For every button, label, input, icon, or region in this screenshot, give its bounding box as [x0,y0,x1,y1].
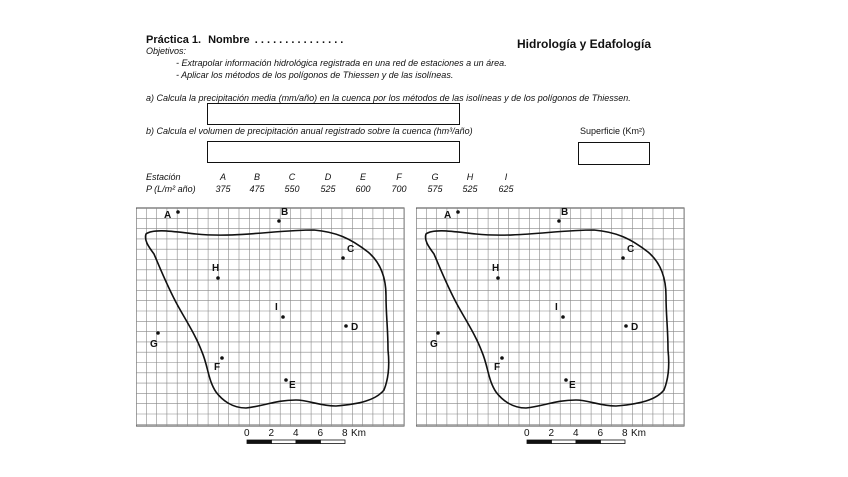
scale-segment [527,440,552,444]
station-header: C [288,172,296,182]
station-label: B [561,207,569,218]
scale-tick-label: 0 [244,428,250,439]
station-markers [430,207,638,391]
station-point [216,276,220,280]
station-point [456,210,460,214]
station-label: G [430,339,438,350]
station-value: 700 [391,184,407,194]
station-value: 550 [284,184,300,194]
name-dots: . . . . . . . . . . . . . . . [254,34,344,46]
station-point [624,324,628,328]
station-header: G [431,172,439,182]
scale-tick-label: 6 [317,428,324,439]
station-value: 525 [462,184,478,194]
scale-segment [601,440,626,444]
station-value: 600 [355,184,371,194]
station-label: H [492,263,500,274]
station-value: 475 [249,184,265,194]
scale-segment [552,440,577,444]
name-label: Nombre [208,34,250,46]
objective-1: - Extrapolar información hidrológica registrada en una red de estaciones a un área. [176,58,507,68]
station-header: E [359,172,366,182]
station-header: F [396,172,402,182]
scale-tick-label: 0 [524,428,530,439]
scale-segment [272,440,297,444]
scale-tick-label: 4 [293,428,299,439]
question-a: a) Calcula la precipitación media (mm/año) en la cuenca por los métodos de las isolíneas y de los polígonos de Thiessen. [146,93,631,103]
scale-segment [247,440,272,444]
practice-title [146,34,343,46]
objective-2: - Aplicar los métodos de los polígonos de Thiessen y de las isolíneas. [176,70,454,80]
scale-tick-label: 8 [622,428,628,439]
course-title: Hidrología y Edafología [517,37,652,51]
station-point [557,219,561,223]
station-label: I [275,302,278,313]
station-label: A [164,210,172,221]
question-b: b) Calcula el volumen de precipitación anual registrado sobre la cuenca (hm³/año) [146,126,473,136]
station-point [496,276,500,280]
station-label: H [212,263,220,274]
station-label: F [214,362,221,373]
objectives-title: Objetivos: [146,46,187,56]
scale-unit: Km [351,428,366,439]
station-label: F [494,362,501,373]
scale-segment [296,440,321,444]
station-label: C [627,244,635,255]
scale-tick-label: 4 [573,428,579,439]
scale-tick-label: 8 [342,428,348,439]
station-header: H [466,172,474,182]
station-label: B [281,207,289,218]
scale-bar [244,428,366,444]
scale-tick-label: 2 [548,428,555,439]
station-label: E [289,380,296,391]
station-value: 525 [320,184,336,194]
scale-tick-label: 6 [597,428,604,439]
station-label: D [631,322,639,333]
station-label: E [569,380,576,391]
station-header: I [504,172,508,182]
station-label: I [555,302,558,313]
surface-label: Superficie (Km²) [580,126,646,136]
station-point [281,315,285,319]
scale-unit: Km [631,428,646,439]
scale-tick-label: 2 [268,428,275,439]
station-point [500,356,504,360]
station-value: 575 [427,184,443,194]
station-value: 375 [215,184,231,194]
station-point [436,331,440,335]
map-grid [136,208,404,426]
station-header: D [324,172,332,182]
surface-box[interactable] [578,142,650,165]
station-label: D [351,322,359,333]
answer-a-box[interactable] [207,103,460,125]
station-header: A [219,172,226,182]
station-point [156,331,160,335]
basin-map-right [416,200,716,450]
station-header: B [253,172,260,182]
scale-segment [321,440,346,444]
scale-segment [576,440,601,444]
station-point [341,256,345,260]
station-point [561,315,565,319]
practice-number: Práctica 1. [146,34,202,46]
station-point [176,210,180,214]
station-point [277,219,281,223]
station-label: G [150,339,158,350]
station-value: 625 [498,184,514,194]
station-label: A [444,210,452,221]
station-markers [150,207,358,391]
station-row-label: Estación [146,172,181,182]
precip-row-label: P (L/m² año) [146,184,196,194]
station-point [220,356,224,360]
answer-b-box[interactable] [207,141,460,163]
station-point [344,324,348,328]
basin-map-left [136,200,436,450]
station-label: C [347,244,355,255]
station-point [621,256,625,260]
station-point [284,378,288,382]
map-grid [416,208,684,426]
station-point [564,378,568,382]
scale-bar [524,428,646,444]
